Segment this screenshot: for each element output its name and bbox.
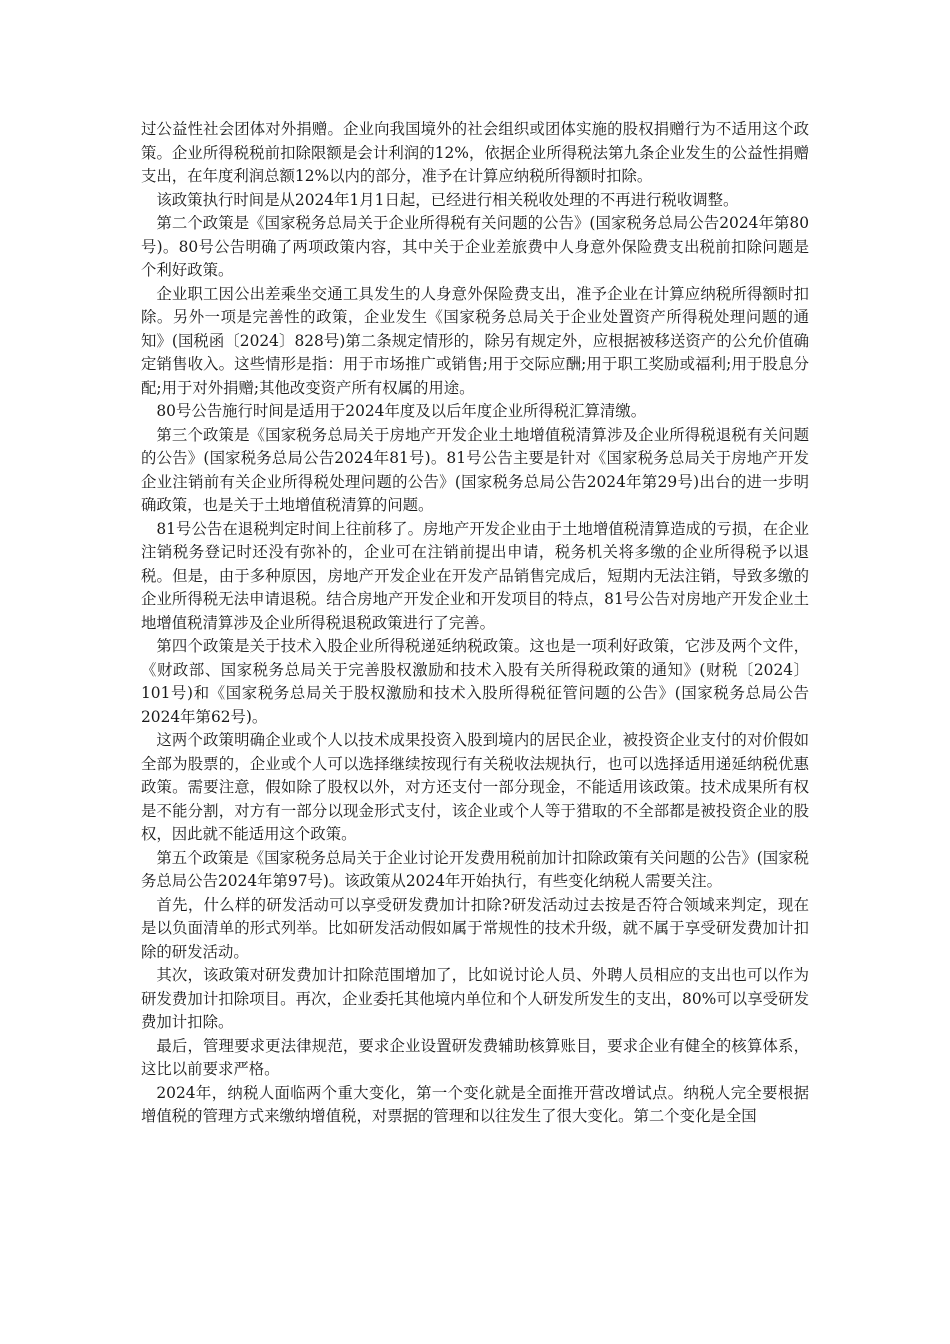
paragraph-2: 该政策执行时间是从2024年1月1日起，已经进行相关税收处理的不再进行税收调整。: [156, 190, 739, 209]
paragraph-5: 80号公告施行时间是适用于2024年度及以后年度企业所得税汇算清缴。: [156, 402, 647, 420]
paragraph-8: 第四个政策是关于技术入股企业所得税递延纳税政策。这也是一项利好政策，它涉及两个文件，《财政部、国家税务总局关于完善股权激励和技术入股有关所得税政策的通知》(财税〔2024〕101号)和《国家税务总局关于股权激励和技术入股所得税征管问题的公告》(国家税务总局公告2024年第62号)。: [141, 637, 809, 726]
paragraph-14: 2024年，纳税人面临两个重大变化，第一个变化就是全面推开营改增试点。纳税人完全要根据增值税的管理方式来缴纳增值税，对票据的管理和以往发生了很大变化。第二个变化是全国: [141, 1083, 809, 1125]
paragraph-12: 其次，该政策对研发费加计扣除范围增加了，比如说讨论人员、外聘人员相应的支出也可以作为研发费加计扣除项目。再次，企业委托其他境内单位和个人研发所发生的支出，80%可以享受研发费加计扣除。: [141, 966, 809, 1031]
paragraph-1: 过公益性社会团体对外捐赠。企业向我国境外的社会组织或团体实施的股权捐赠行为不适用这个政策。企业所得税税前扣除限额是会计利润的12%，依据企业所得税法第九条企业发生的公益性捐赠支出，在年度利润总额12%以内的部分，准予在计算应纳税所得额时扣除。: [141, 120, 809, 185]
paragraph-11: 首先，什么样的研发活动可以享受研发费加计扣除?研发活动过去按是否符合领域来判定，现在是以负面清单的形式列举。比如研发活动假如属于常规性的技术升级，就不属于享受研发费加计扣除的研发活动。: [141, 895, 809, 961]
paragraph-7: 81号公告在退税判定时间上往前移了。房地产开发企业由于土地增值税清算造成的亏损，在企业注销税务登记时还没有弥补的，企业可在注销前提出申请，税务机关将多缴的企业所得税予以退税。但是，由于多种原因，房地产开发企业在开发产品销售完成后，短期内无法注销，导致多缴的企业所得税无法申请退税。结合房地产开发企业和开发项目的特点，81号公告对房地产开发企业土地增值税清算涉及企业所得税退税政策进行了完善。: [141, 519, 809, 632]
paragraph-13: 最后，管理要求更法律规范，要求企业设置研发费辅助核算账目，要求企业有健全的核算体系，这比以前要求严格。: [141, 1036, 809, 1078]
paragraph-6: 第三个政策是《国家税务总局关于房地产开发企业土地增值税清算涉及企业所得税退税有关问题的公告》(国家税务总局公告2024年81号)。81号公告主要是针对《国家税务总局关于房地产开发企业注销前有关企业所得税处理问题的公告》(国家税务总局公告2024年第29号)出台的进一步明确政策，也是关于土地增值税清算的问题。: [141, 425, 809, 514]
paragraph-4: 企业职工因公出差乘坐交通工具发生的人身意外保险费支出，准予企业在计算应纳税所得额时扣除。另外一项是完善性的政策，企业发生《国家税务总局关于企业处置资产所得税处理问题的通知》(国税函〔2024〕828号)第二条规定情形的，除另有规定外，应根据被移送资产的公允价值确定销售收入。这些情形是指：用于市场推广或销售;用于交际应酬;用于职工奖励或福利;用于股息分配;用于对外捐赠;其他改变资产所有权属的用途。: [141, 284, 809, 397]
paragraph-10: 第五个政策是《国家税务总局关于企业讨论开发费用税前加计扣除政策有关问题的公告》(国家税务总局公告2024年第97号)。该政策从2024年开始执行，有些变化纳税人需要关注。: [141, 848, 809, 890]
paragraph-3: 第二个政策是《国家税务总局关于企业所得税有关问题的公告》(国家税务总局公告2024年第80号)。80号公告明确了两项政策内容，其中关于企业差旅费中人身意外保险费支出税前扣除问题是个利好政策。: [141, 214, 809, 279]
paragraph-9: 这两个政策明确企业或个人以技术成果投资入股到境内的居民企业，被投资企业支付的对价假如全部为股票的，企业或个人可以选择继续按现行有关税收法规执行，也可以选择适用递延纳税优惠政策。需要注意，假如除了股权以外，对方还支付一部分现金，不能适用该政策。技术成果所有权是不能分割，对方有一部分以现金形式支付，该企业或个人等于猎取的不全部都是被投资企业的股权，因此就不能适用这个政策。: [141, 731, 809, 843]
document-body: [141, 118, 809, 1129]
